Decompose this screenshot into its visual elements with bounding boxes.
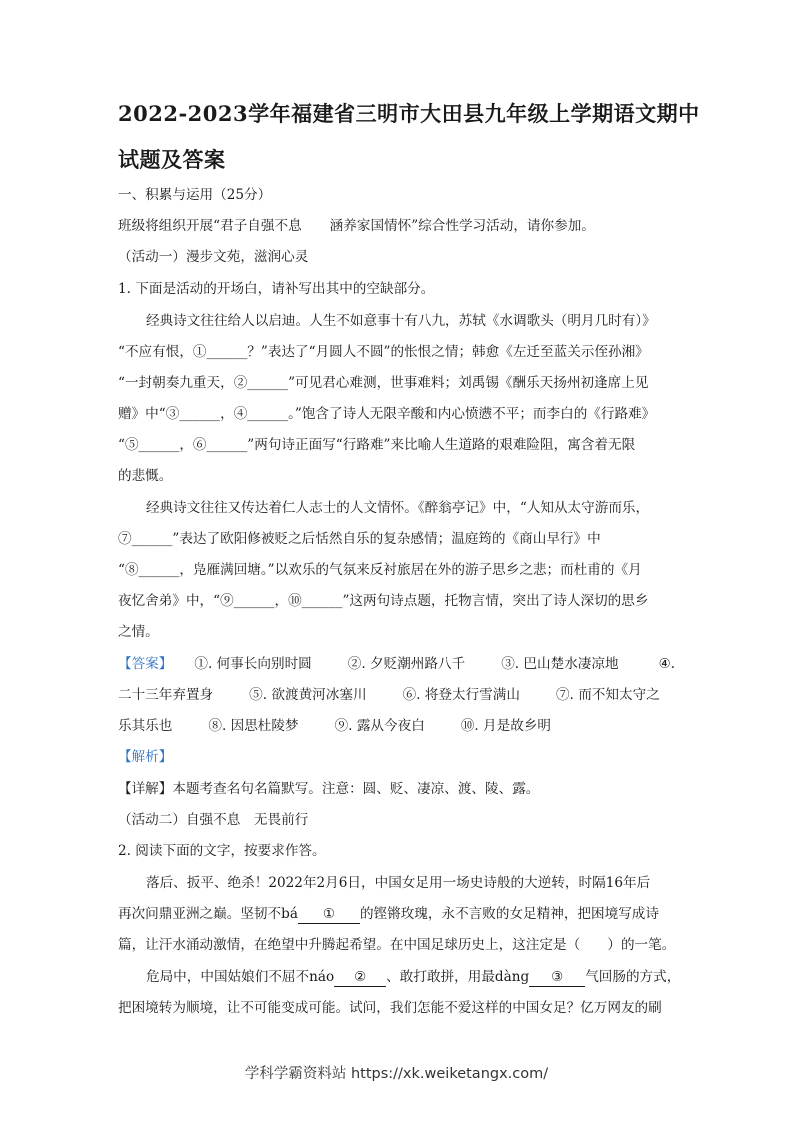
blank-3: ③ bbox=[529, 968, 585, 987]
blank-2: ② bbox=[334, 968, 386, 987]
answer-item: ①. 何事长向别时圆 bbox=[194, 656, 312, 672]
section-intro bbox=[118, 216, 678, 236]
document-title-line-2: 试题及答案 bbox=[118, 147, 226, 172]
q2-paragraph-2-line: 把困境转为顺境，让不可能变成可能。试问，我们怎能不爱这样的中国女足？亿万网友的刷 bbox=[118, 1000, 662, 1016]
answer-line bbox=[118, 654, 678, 674]
answer-line bbox=[118, 685, 678, 705]
intro-part-a: 班级将组织开展“君子自强不息 bbox=[118, 218, 302, 234]
q2-paragraph-2-line bbox=[146, 967, 706, 987]
document-title-line-1: 2022-2023学年福建省三明市大田县九年级上学期语文期中 bbox=[118, 101, 700, 126]
answer-item: 二十三年弃置身 bbox=[118, 687, 214, 703]
question-2-prompt: 2. 阅读下面的文字，按要求作答。 bbox=[118, 843, 326, 859]
answer-item: ③. 巴山楚水凄凉地 bbox=[501, 656, 619, 672]
answer-item: ⑥. 将登太行雪满山 bbox=[402, 687, 520, 703]
answer-item: ⑤. 欲渡黄河冰塞川 bbox=[249, 687, 367, 703]
q1-paragraph-2-line: “⑧______，凫雁满回塘。”以欢乐的气氛来反衬旅居在外的游子思乡之悲；而杜甫的《月 bbox=[118, 562, 642, 578]
q1-paragraph-1-line: “不应有恨，①______？”表达了“月圆人不圆”的怅恨之情；韩愈《左迁至蓝关示侄孙湘》 bbox=[118, 344, 649, 360]
section-heading: 一、积累与运用（25分） bbox=[118, 187, 272, 203]
answer-item: ⑩. 月是故乡明 bbox=[460, 718, 552, 734]
q2-paragraph-1-line: 篇，让汗水涌动激情，在绝望中升腾起希望。在中国足球历史上，这注定是（ ）的一笔。 bbox=[118, 937, 676, 953]
answer-item: ②. 夕贬潮州路八千 bbox=[347, 656, 466, 672]
intro-part-b: 涵养家国情怀”综合性学习活动，请你参加。 bbox=[329, 218, 595, 234]
answer-item: ⑨. 露从今夜白 bbox=[334, 718, 425, 734]
answer-item: 乐其乐也 bbox=[118, 718, 173, 734]
q2-text: 危局中，中国姑娘们不屈不náo bbox=[146, 969, 335, 985]
q1-paragraph-1-line: 赠》中“③______，④______。”饱含了诗人无限辛酸和内心愤懑不平；而李白的《行路难》 bbox=[118, 406, 656, 422]
detail-label: 【详解】 bbox=[118, 781, 173, 797]
activity-1-heading: （活动一）漫步文苑，滋润心灵 bbox=[118, 249, 309, 265]
q2-text: 再次问鼎亚洲之巅。坚韧不bá bbox=[118, 906, 298, 922]
analysis-label: 【解析】 bbox=[118, 749, 173, 765]
q1-paragraph-1-line: “⑤______，⑥______”两句诗正面写“行路难”来比喻人生道路的艰难险阻，寓含着无限 bbox=[118, 437, 636, 453]
q1-paragraph-2-line: 夜忆舍弟》中，“⑨______，⑩______”这两句诗点题，托物言情，突出了诗人深切的思乡 bbox=[118, 593, 649, 609]
activity-2-heading: （活动二）自强不息 无畏前行 bbox=[118, 812, 309, 828]
answer-item: ⑦. 而不知太守之 bbox=[555, 687, 660, 703]
q1-paragraph-2-line: ⑦______”表达了欧阳修被贬之后恬然自乐的复杂感情；温庭筠的《商山早行》中 bbox=[118, 531, 601, 547]
q1-paragraph-1-line: “一封朝奏九重天，②______”可见君心难测，世事难料；刘禹锡《酬乐天扬州初逢席上见 bbox=[118, 375, 649, 391]
blank-1: ① bbox=[298, 905, 360, 924]
q1-paragraph-1-line: 经典诗文往往给人以启迪。人生不如意事十有八九，苏轼《水调歌头（明月几时有）》 bbox=[146, 313, 656, 329]
footer-watermark: 学科学霸资料站 https://xk.weiketangx.com/ bbox=[244, 1066, 549, 1082]
q2-paragraph-1-line: 落后、扳平、绝杀！2022年2月6日，中国女足用一场史诗般的大逆转，时隔16年后 bbox=[146, 875, 651, 891]
answer-label: 【答案】 bbox=[118, 656, 173, 672]
question-1-prompt: 1. 下面是活动的开场白，请补写出其中的空缺部分。 bbox=[118, 281, 435, 297]
detail-text: 本题考查名句名篇默写。注意：圆、贬、凄凉、渡、陵、露。 bbox=[172, 781, 540, 797]
q1-paragraph-2-line: 之情。 bbox=[118, 624, 159, 640]
q1-paragraph-1-line: 的悲慨。 bbox=[118, 468, 173, 484]
q2-text: 、敢打敢拼，用最dàng bbox=[386, 969, 530, 985]
answer-line bbox=[118, 716, 678, 736]
q2-text: 气回肠的方式， bbox=[585, 969, 681, 985]
answer-item: ⑧. 因思杜陵梦 bbox=[208, 718, 299, 734]
q1-paragraph-2-line: 经典诗文往往又传达着仁人志士的人文情怀。《醉翁亭记》中，“人知从太守游而乐， bbox=[146, 500, 650, 516]
q2-paragraph-1-line bbox=[118, 904, 678, 924]
answer-item: ④. bbox=[658, 656, 676, 672]
q2-text: 的铿锵玫瑰，永不言败的女足精神，把困境写成诗 bbox=[359, 906, 659, 922]
detail-line bbox=[118, 779, 678, 799]
